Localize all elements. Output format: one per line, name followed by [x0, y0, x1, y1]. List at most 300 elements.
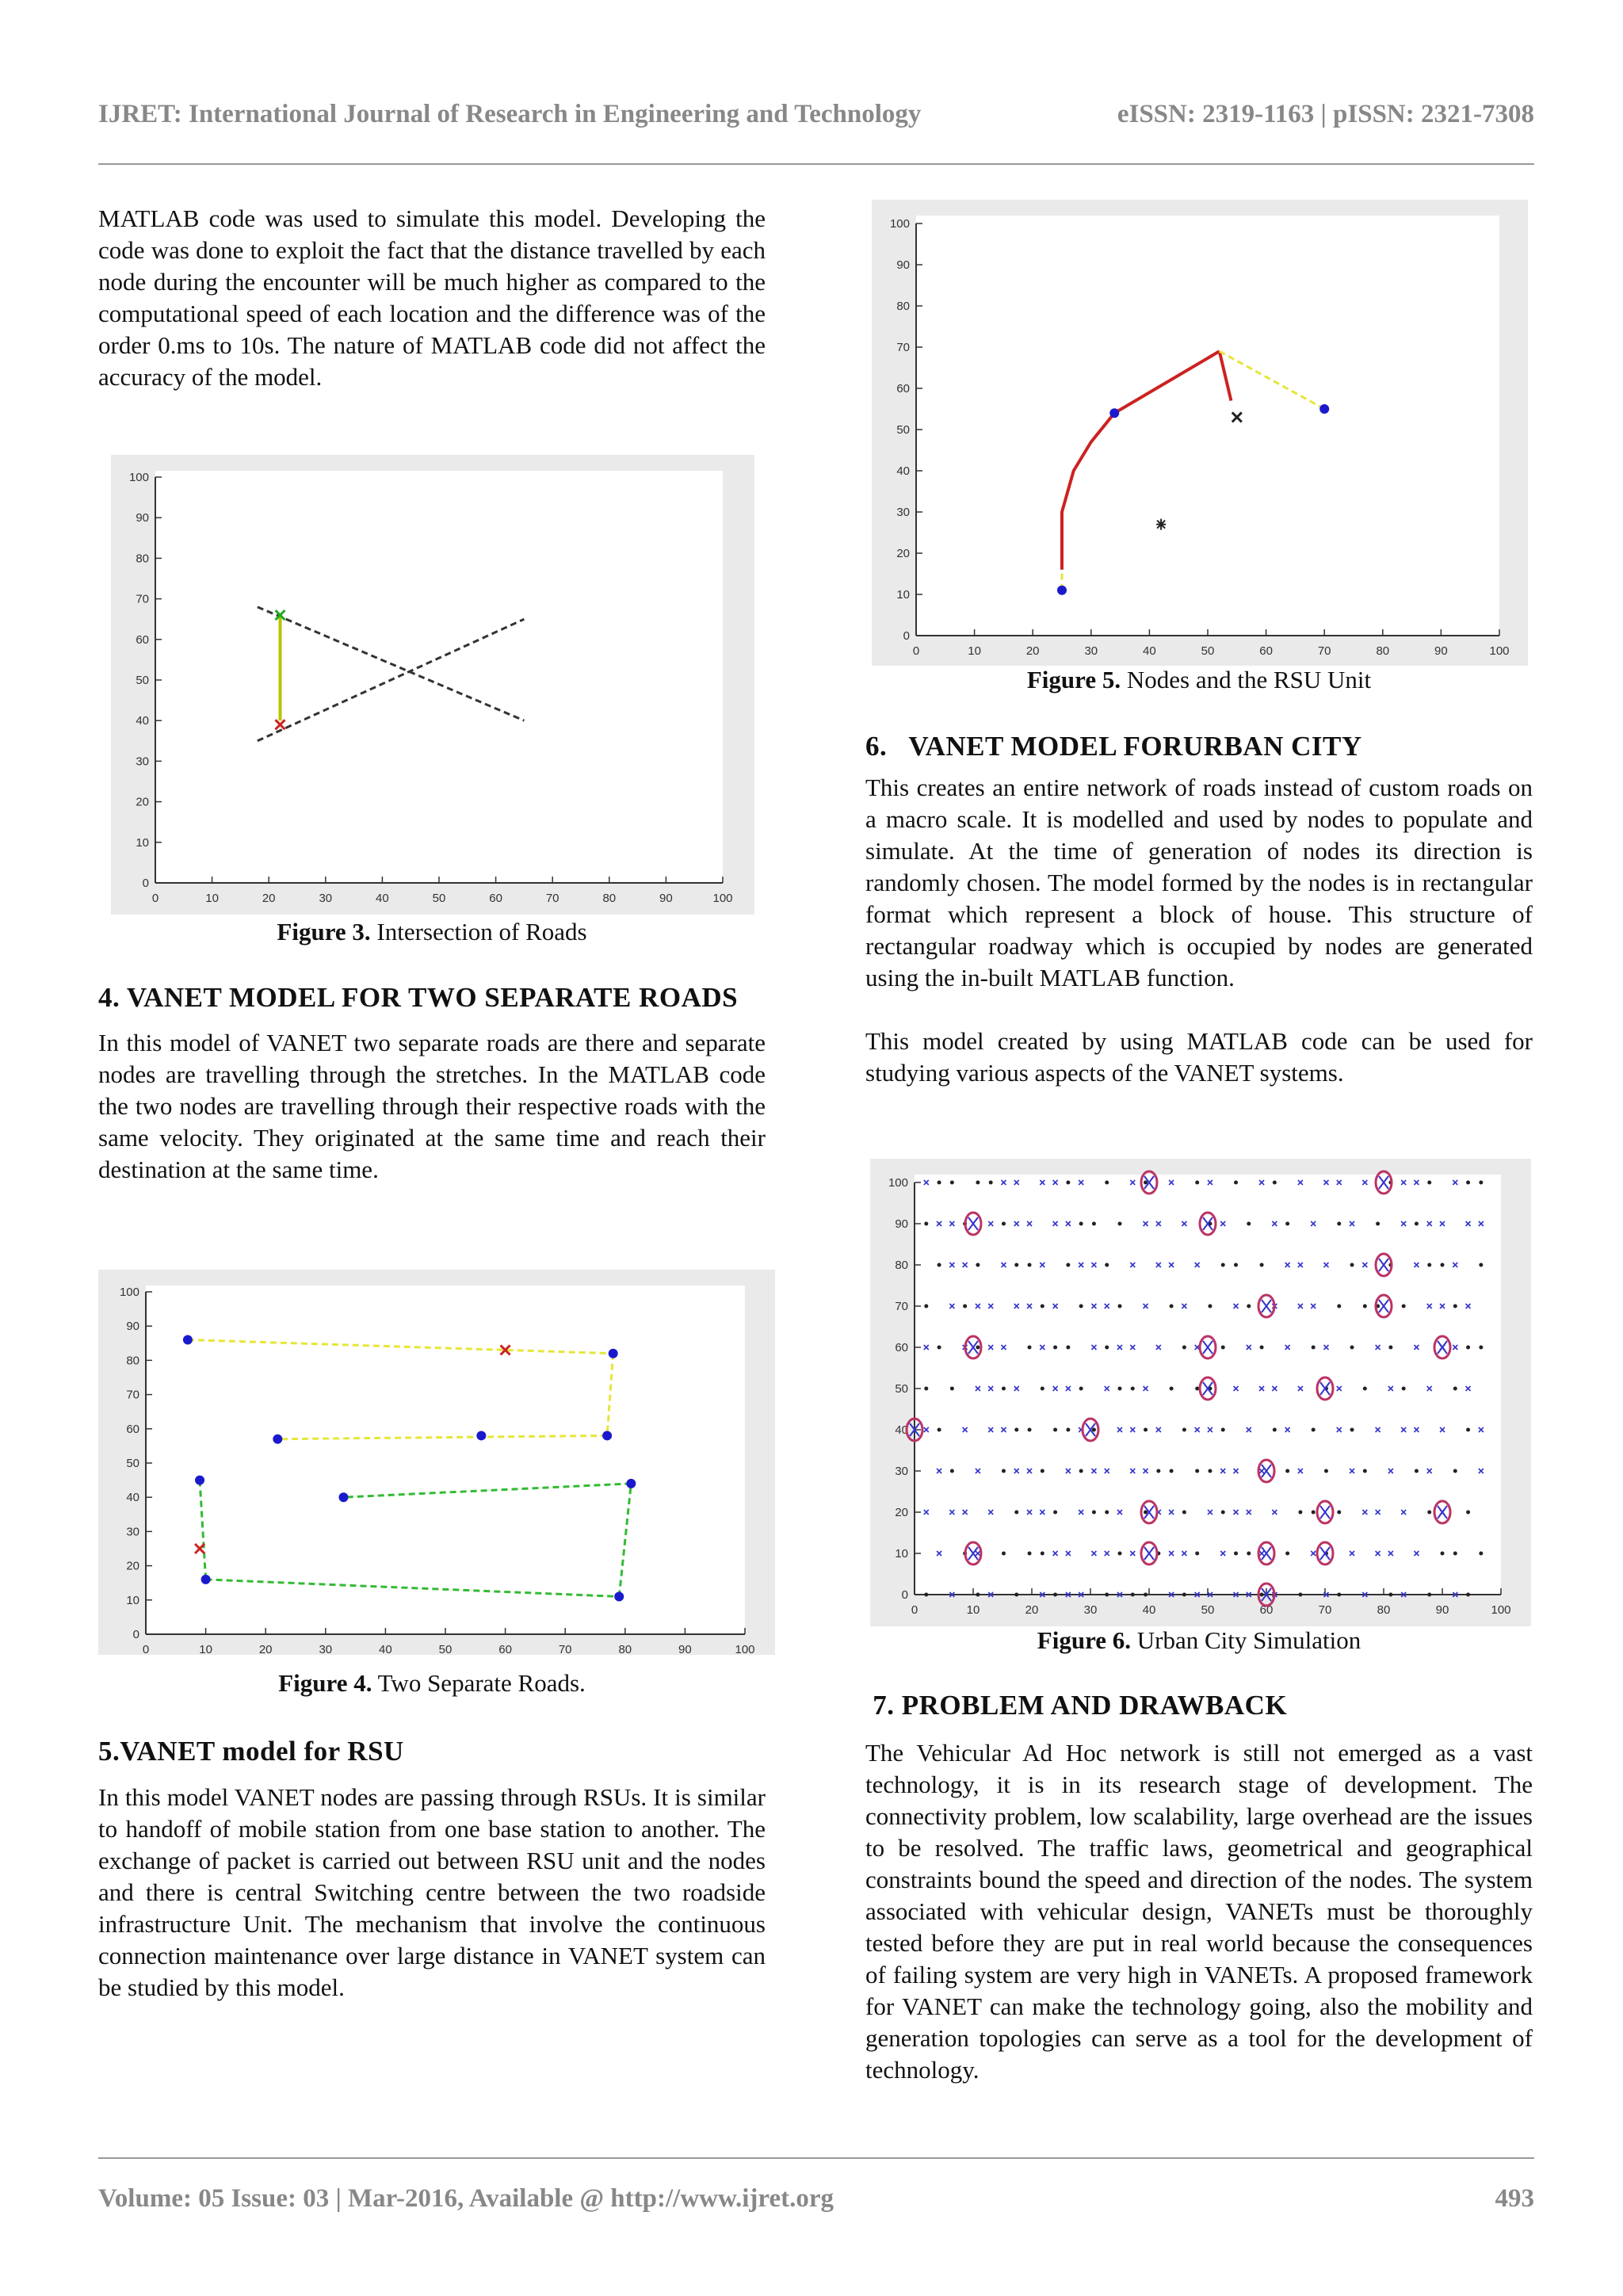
- node-cross: [1337, 1427, 1342, 1432]
- node-dot: [1453, 1552, 1457, 1556]
- node-cross: [988, 1386, 993, 1391]
- node-dot: [1234, 1263, 1238, 1267]
- node-dot: [963, 1305, 967, 1308]
- node-cross: [1272, 1221, 1277, 1226]
- road-segment: [1114, 351, 1219, 413]
- node-cross: [1414, 1551, 1419, 1556]
- node-cross: [1414, 1263, 1419, 1267]
- node-dot: [1337, 1222, 1341, 1226]
- figure-6-caption: [865, 1626, 1533, 1655]
- node-dot: [1285, 1469, 1289, 1473]
- node-dot: [1118, 1387, 1122, 1391]
- x-tick-label: 60: [1259, 644, 1273, 658]
- node-cross: [976, 1551, 980, 1556]
- node-dot: [976, 1181, 980, 1185]
- node-cross: [1130, 1263, 1135, 1267]
- node-cross: [1040, 1510, 1044, 1515]
- node-cross: [1376, 1427, 1381, 1432]
- section-5: [98, 1728, 766, 2004]
- y-tick-label: 70: [895, 1300, 908, 1313]
- node-cross: [988, 1427, 993, 1432]
- node-dot: [1337, 1511, 1341, 1515]
- node-dot: [1247, 1305, 1251, 1308]
- node-marker: [1109, 408, 1119, 418]
- cluster-node-cross: [1438, 1506, 1447, 1519]
- node-cross: [949, 1510, 954, 1515]
- x-tick-label: 50: [1201, 1603, 1215, 1617]
- node-cross: [1466, 1304, 1471, 1308]
- node-cross: [924, 1180, 929, 1185]
- node-cross: [1091, 1469, 1096, 1473]
- node-cross: [1453, 1263, 1457, 1267]
- x-tick-label: 70: [558, 1643, 572, 1655]
- node-dot: [1105, 1511, 1109, 1515]
- node-cross: [1014, 1221, 1019, 1226]
- node-dot: [1105, 1593, 1109, 1597]
- node-cross: [1014, 1469, 1019, 1473]
- x-tick-label: 40: [1142, 1603, 1156, 1617]
- node-cross: [1053, 1180, 1058, 1185]
- node-cross: [1362, 1510, 1367, 1515]
- node-dot: [1028, 1346, 1032, 1350]
- x-tick-label: 60: [489, 892, 502, 905]
- node-marker: [183, 1335, 193, 1344]
- x-tick-label: 20: [258, 1643, 273, 1655]
- node-dot: [1350, 1428, 1354, 1432]
- left-intro: [98, 203, 766, 393]
- y-tick-label: 40: [136, 714, 149, 728]
- node-cross: [1040, 1345, 1044, 1350]
- node-cross: [1427, 1386, 1432, 1391]
- y-tick-label: 0: [132, 1628, 139, 1641]
- x-tick-label: 20: [1025, 1603, 1039, 1617]
- cluster-node-cross: [968, 1217, 978, 1230]
- node-cross: [1117, 1427, 1122, 1432]
- node-marker: [273, 1435, 282, 1444]
- node-dot: [1002, 1552, 1006, 1556]
- node-dot: [1221, 1511, 1225, 1515]
- cluster-node-cross: [1262, 1465, 1271, 1477]
- node-cross: [1027, 1221, 1032, 1226]
- section-7-text: The Vehicular Ad Hoc network is still not emerged as a vast technology, it is in its research stage of development. The connectivity problem, low scalability, large overhead are the issues to be resolved. The traffic laws, geometrical and geographical constraints bound the speed and direction of the nodes. The system associated with vehicular design, VANETs must be thoroughly tested before they are put in real world because the consequences of failing system are very high in VANETs. A proposed framework for VANET can make the technology going, also the mobility and generation topologies can serve as a tool for the development of technology.: [865, 1739, 1533, 2084]
- road-segment: [1062, 413, 1114, 570]
- y-tick-label: 60: [136, 632, 149, 647]
- node-dot: [1324, 1469, 1328, 1473]
- node-dot: [1144, 1511, 1148, 1515]
- node-marker: [201, 1575, 211, 1584]
- cluster-node-cross: [1320, 1382, 1330, 1395]
- node-cross: [1479, 1221, 1484, 1226]
- node-dot: [1014, 1511, 1018, 1515]
- section-6: [865, 723, 1533, 1089]
- road-segment: [277, 1435, 607, 1438]
- y-tick-label: 90: [896, 258, 910, 272]
- x-tick-label: 0: [912, 644, 920, 658]
- node-cross: [1414, 1345, 1419, 1350]
- node-dot: [1363, 1305, 1367, 1308]
- node-dot: [1337, 1593, 1341, 1597]
- x-tick-label: 50: [1201, 644, 1215, 658]
- node-cross: [1427, 1469, 1432, 1473]
- node-dot: [1144, 1181, 1148, 1185]
- node-dot: [1079, 1387, 1083, 1391]
- node-cross: [1105, 1304, 1109, 1308]
- node-dot: [1105, 1263, 1109, 1267]
- cluster-node-cross: [1262, 1300, 1271, 1312]
- node-cross: [1130, 1427, 1135, 1432]
- y-tick-label: 70: [136, 592, 149, 606]
- node-dot: [1118, 1305, 1122, 1308]
- y-tick-label: 80: [136, 552, 149, 566]
- node-cross: [1376, 1510, 1381, 1515]
- node-dot: [1466, 1181, 1470, 1185]
- node-cross: [1466, 1386, 1471, 1391]
- node-dot: [1131, 1387, 1135, 1391]
- figure-3-caption: [98, 918, 766, 946]
- node-dot: [1466, 1593, 1470, 1597]
- node-dot: [1376, 1222, 1380, 1226]
- node-dot: [1053, 1593, 1057, 1597]
- section-4: [98, 972, 766, 1186]
- section-6-text-1: This creates an entire network of roads instead of custom roads on a macro scale. It is modelled and used by nodes to populate and simulate. At the time of generation of nodes its direction is randomly chosen. The model formed by the nodes is in rectangular format which represent a block of house. This structure of rectangular roadway which is occupied by nodes are generated using the in-built MATLAB function.: [865, 774, 1533, 991]
- node-cross: [1208, 1180, 1212, 1185]
- issn: eISSN: 2319-1163 | pISSN: 2321-7308: [1117, 100, 1534, 128]
- x-tick-label: 0: [151, 892, 159, 905]
- y-tick-label: 10: [896, 588, 910, 602]
- node-dot: [976, 1263, 980, 1267]
- node-marker: [609, 1349, 618, 1358]
- road-segment: [1220, 351, 1324, 409]
- node-dot: [1479, 1346, 1483, 1350]
- node-dot: [1363, 1387, 1367, 1391]
- y-tick-label: 100: [889, 217, 910, 231]
- node-dot: [1014, 1428, 1018, 1432]
- node-cross: [1130, 1180, 1135, 1185]
- node-dot: [1221, 1263, 1225, 1267]
- node-cross: [1234, 1304, 1239, 1308]
- node-cross: [1169, 1551, 1174, 1556]
- node-cross: [1169, 1263, 1174, 1267]
- node-dot: [1014, 1263, 1018, 1267]
- node-cross: [937, 1551, 941, 1556]
- node-cross: [1427, 1221, 1432, 1226]
- x-tick-label: 50: [432, 892, 446, 905]
- node-cross: [1195, 1263, 1200, 1267]
- node-dot: [1221, 1346, 1225, 1350]
- node-dot: [1195, 1552, 1199, 1556]
- node-cross: [1014, 1386, 1019, 1391]
- node-dot: [1014, 1593, 1018, 1597]
- node-cross: [1401, 1180, 1406, 1185]
- node-cross: [1466, 1221, 1471, 1226]
- node-cross: [1144, 1469, 1148, 1473]
- node-cross: [1001, 1345, 1006, 1350]
- node-dot: [1466, 1346, 1470, 1350]
- y-tick-label: 20: [136, 795, 149, 809]
- node-cross: [1027, 1510, 1032, 1515]
- x-tick-label: 30: [1084, 644, 1098, 658]
- node-dot: [1066, 1346, 1070, 1350]
- node-cross: [937, 1221, 941, 1226]
- node-cross: [963, 1263, 968, 1267]
- node-cross: [1001, 1427, 1006, 1432]
- figure-6-plot: [870, 1159, 1531, 1626]
- node-cross: [1156, 1345, 1161, 1350]
- cluster-node-cross: [1438, 1341, 1447, 1354]
- node-cross: [1234, 1386, 1239, 1391]
- x-tick-label: 100: [735, 1643, 755, 1655]
- node-cross: [1144, 1304, 1148, 1308]
- node-dot: [1402, 1305, 1406, 1308]
- node-cross: [1259, 1180, 1264, 1185]
- y-tick-label: 0: [903, 629, 910, 643]
- x-tick-label: 0: [911, 1603, 918, 1617]
- node-dot: [1285, 1552, 1289, 1556]
- node-dot: [1441, 1263, 1445, 1267]
- node-dot: [1144, 1593, 1148, 1597]
- y-tick-label: 80: [896, 300, 910, 313]
- node-cross: [1130, 1551, 1135, 1556]
- node-cross: [1220, 1551, 1225, 1556]
- node-cross: [1311, 1551, 1316, 1556]
- node-cross: [988, 1345, 993, 1350]
- node-cross: [1234, 1469, 1239, 1473]
- node-dot: [1427, 1593, 1431, 1597]
- x-tick-label: 10: [199, 1643, 212, 1655]
- node-cross: [1156, 1427, 1161, 1432]
- y-tick-label: 70: [126, 1388, 139, 1402]
- y-tick-label: 80: [895, 1259, 908, 1272]
- y-tick-label: 30: [895, 1465, 908, 1478]
- y-tick-label: 90: [136, 511, 149, 525]
- figure-4: [98, 1270, 775, 1655]
- node-cross: [988, 1510, 993, 1515]
- node-cross: [1040, 1180, 1044, 1185]
- node-dot: [1118, 1222, 1122, 1226]
- node-cross: [1195, 1427, 1200, 1432]
- figure-5-caption: [865, 666, 1533, 694]
- node-cross: [1337, 1386, 1342, 1391]
- node-marker: [195, 1476, 204, 1485]
- node-cross: [1066, 1551, 1071, 1556]
- node-cross: [1079, 1510, 1083, 1515]
- page-footer: [98, 2184, 1534, 2214]
- node-cross: [949, 1221, 954, 1226]
- y-tick-label: 10: [895, 1547, 908, 1561]
- node-dot: [1156, 1469, 1160, 1473]
- node-marker: [476, 1431, 486, 1440]
- node-cross: [1285, 1427, 1290, 1432]
- node-dot: [1195, 1387, 1199, 1391]
- x-tick-label: 30: [319, 1643, 333, 1655]
- node-dot: [938, 1428, 941, 1432]
- road-segment: [1220, 351, 1232, 400]
- node-cross: [1376, 1551, 1381, 1556]
- node-cross: [1479, 1469, 1484, 1473]
- node-cross-marker: [195, 1544, 204, 1553]
- node-cross: [976, 1304, 980, 1308]
- node-cross: [1298, 1304, 1303, 1308]
- cluster-node-cross: [1379, 1259, 1388, 1271]
- y-tick-label: 30: [136, 755, 149, 769]
- node-cross: [1427, 1304, 1432, 1308]
- x-tick-label: 80: [1377, 1603, 1391, 1617]
- y-tick-label: 20: [896, 547, 910, 560]
- cluster-node-cross: [1320, 1547, 1330, 1560]
- x-tick-label: 10: [205, 892, 219, 905]
- node-dot: [950, 1181, 954, 1185]
- road-segment: [607, 1354, 613, 1436]
- node-cross: [1066, 1221, 1071, 1226]
- node-cross: [1388, 1551, 1393, 1556]
- node-dot: [1466, 1428, 1470, 1432]
- road-segment: [200, 1480, 206, 1580]
- x-tick-label: 80: [602, 892, 617, 905]
- y-tick-label: 20: [895, 1506, 908, 1519]
- node-dot: [1079, 1222, 1083, 1226]
- node-cross: [1350, 1551, 1354, 1556]
- y-tick-label: 50: [896, 423, 910, 437]
- node-cross: [1169, 1510, 1174, 1515]
- node-marker: [1319, 404, 1329, 414]
- node-dot: [1479, 1181, 1483, 1185]
- node-dot: [1260, 1593, 1264, 1597]
- node-cross: [1401, 1510, 1406, 1515]
- node-dot: [1105, 1181, 1109, 1185]
- node-dot: [1441, 1552, 1445, 1556]
- node-cross: [1208, 1427, 1212, 1432]
- node-dot: [1388, 1593, 1392, 1597]
- node-dot: [1260, 1263, 1264, 1267]
- header-rule: [98, 163, 1534, 165]
- node-cross: [1169, 1180, 1174, 1185]
- node-dot: [1427, 1263, 1431, 1267]
- x-tick-label: 60: [1259, 1603, 1274, 1617]
- node-cross: [1091, 1263, 1096, 1267]
- node-dot: [1195, 1181, 1199, 1185]
- node-cross: [1027, 1469, 1032, 1473]
- node-dot: [1182, 1428, 1186, 1432]
- section-5-title: 5.VANET model for RSU: [98, 1736, 404, 1767]
- figure-6-caption-text: Urban City Simulation: [1131, 1626, 1361, 1654]
- node-dot: [1479, 1263, 1483, 1267]
- node-cross: [1220, 1469, 1225, 1473]
- node-dot: [1479, 1552, 1483, 1556]
- node-marker: [1057, 586, 1067, 595]
- node-cross: [1376, 1345, 1381, 1350]
- node-cross: [1362, 1263, 1367, 1267]
- figure-5-label: Figure 5.: [1026, 666, 1121, 693]
- section-4-title: 4. VANET MODEL FOR TWO SEPARATE ROADS: [98, 982, 739, 1013]
- node-cross: [988, 1304, 993, 1308]
- node-dot: [1453, 1305, 1457, 1308]
- node-dot: [1363, 1469, 1367, 1473]
- node-dot: [1144, 1428, 1148, 1432]
- node-dot: [1131, 1593, 1135, 1597]
- node-dot: [1208, 1305, 1212, 1308]
- node-cross: [1091, 1345, 1096, 1350]
- node-dot: [1041, 1305, 1044, 1308]
- x-tick-label: 70: [545, 892, 559, 905]
- node-dot: [1415, 1222, 1419, 1226]
- x-tick-label: 90: [1435, 1603, 1449, 1617]
- x-tick-label: 20: [1025, 644, 1040, 658]
- section-5-text: In this model VANET nodes are passing through RSUs. It is similar to handoff of mobile station from one base station to another. The exchange of packet is carried out between RSU unit and the nodes and there is central Switching centre between the two roadside infrastructure Unit. The mechanism that involve the continuous connection maintenance over large distance in VANET system can be studied by this model.: [98, 1783, 766, 2001]
- figure-4-caption-text: Two Separate Roads.: [372, 1669, 586, 1697]
- node-cross: [1156, 1221, 1161, 1226]
- node-dot: [950, 1387, 954, 1391]
- node-dot: [1260, 1346, 1264, 1350]
- node-dot: [1041, 1469, 1044, 1473]
- node-dot: [1079, 1305, 1083, 1308]
- node-cross: [1323, 1345, 1328, 1350]
- y-tick-label: 0: [901, 1588, 908, 1602]
- node-cross: [1234, 1510, 1239, 1515]
- x-tick-label: 70: [1317, 644, 1331, 658]
- y-tick-label: 30: [896, 506, 910, 519]
- figure-3-caption-text: Intersection of Roads: [370, 918, 587, 946]
- node-cross: [1117, 1345, 1122, 1350]
- node-dot: [1273, 1428, 1277, 1432]
- node-cross: [1453, 1180, 1457, 1185]
- y-tick-label: 30: [126, 1525, 139, 1539]
- node-dot: [1170, 1305, 1174, 1308]
- node-dot: [1247, 1552, 1251, 1556]
- y-tick-label: 10: [126, 1593, 139, 1607]
- x-tick-label: 40: [1143, 644, 1156, 658]
- y-tick-label: 60: [896, 382, 910, 395]
- y-tick-label: 80: [126, 1354, 139, 1368]
- node-cross: [963, 1510, 968, 1515]
- node-cross: [1053, 1221, 1058, 1226]
- x-tick-label: 100: [1489, 644, 1510, 658]
- intro-paragraph: MATLAB code was used to simulate this model. Developing the code was done to exploit the fact that the distance travelled by each node during the encounter will be much higher as compared to the computational speed of each location and the difference was of the order 0.ms to 10s. The nature of MATLAB code did not affect the accuracy of the model.: [98, 204, 766, 391]
- node-cross: [1014, 1180, 1019, 1185]
- node-cross: [1208, 1510, 1212, 1515]
- figure-3: [111, 455, 754, 915]
- section-7-title: 7. PROBLEM AND DRAWBACK: [865, 1690, 1288, 1721]
- node-cross-marker: [276, 720, 285, 729]
- node-cross: [1247, 1427, 1251, 1432]
- cluster-node-cross: [1379, 1300, 1388, 1312]
- y-tick-label: 100: [119, 1286, 139, 1299]
- node-marker: [338, 1492, 348, 1502]
- node-dot: [938, 1346, 941, 1350]
- node-dot: [976, 1593, 980, 1597]
- node-cross: [1117, 1510, 1122, 1515]
- node-dot: [1182, 1346, 1186, 1350]
- node-cross: [1259, 1551, 1264, 1556]
- x-tick-label: 10: [968, 644, 981, 658]
- node-cross: [1247, 1510, 1251, 1515]
- node-cross-marker: [1232, 412, 1242, 422]
- node-dot: [1182, 1511, 1186, 1515]
- node-cross: [1479, 1427, 1484, 1432]
- node-cross: [1311, 1221, 1316, 1226]
- node-dot: [1221, 1428, 1225, 1432]
- node-cross: [1001, 1180, 1006, 1185]
- node-dot: [1337, 1305, 1341, 1308]
- node-cross: [1091, 1304, 1096, 1308]
- figure-5: [872, 200, 1528, 666]
- section-4-text: In this model of VANET two separate roads are there and separate nodes are travelling through the stretches. In the MATLAB code the two nodes are travelling through their respective roads with the same velocity. They originated at the same time and reach their destination at the same time.: [98, 1029, 766, 1183]
- y-tick-label: 60: [895, 1341, 908, 1354]
- node-cross: [1311, 1304, 1316, 1308]
- node-dot: [1002, 1222, 1006, 1226]
- node-cross: [1298, 1386, 1303, 1391]
- y-tick-label: 50: [126, 1457, 139, 1470]
- cluster-node-cross: [968, 1547, 978, 1560]
